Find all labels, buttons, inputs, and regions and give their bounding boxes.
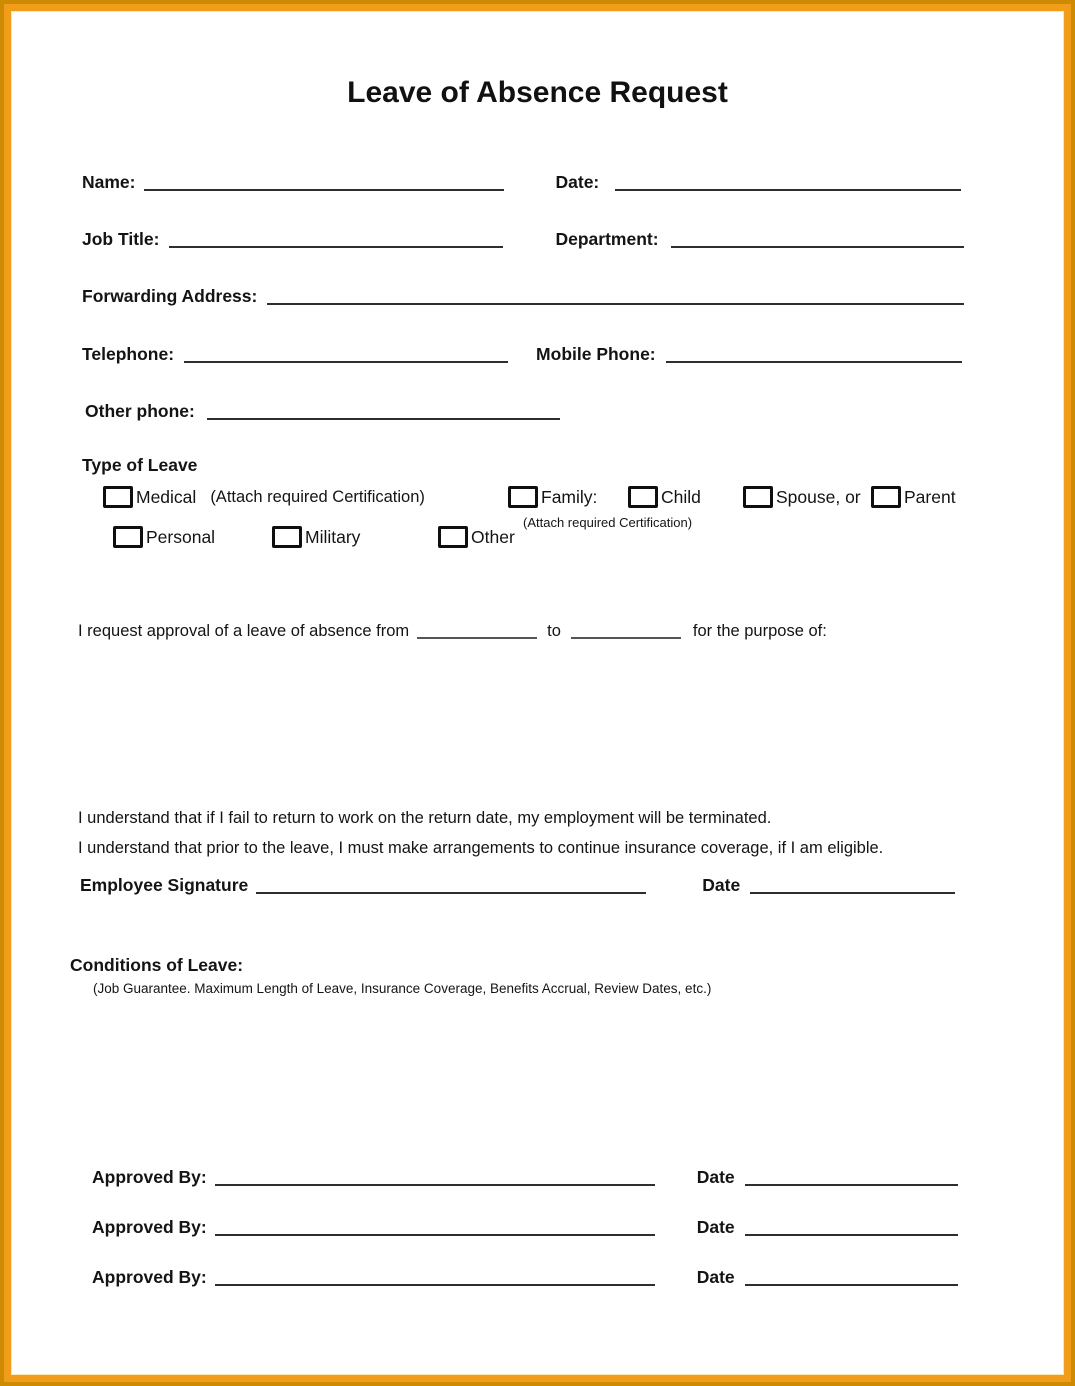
approval-row-2 bbox=[92, 1217, 958, 1238]
spouse-option bbox=[743, 486, 861, 508]
other-phone-field-line[interactable] bbox=[207, 417, 560, 420]
approval-row-3 bbox=[92, 1267, 958, 1288]
name-field-line[interactable] bbox=[144, 188, 504, 191]
other-option bbox=[438, 526, 515, 548]
family-note: (Attach required Certification) bbox=[523, 515, 693, 530]
military-label: Military bbox=[305, 526, 361, 547]
department-label: Department: bbox=[555, 229, 659, 249]
personal-label: Personal bbox=[146, 526, 216, 547]
family-option bbox=[508, 486, 597, 508]
request-suffix-text: for the purpose of: bbox=[692, 622, 827, 640]
approval-date-line-1[interactable] bbox=[745, 1183, 958, 1186]
date-label: Date: bbox=[555, 172, 600, 192]
request-prefix-text: I request approval of a leave of absence from bbox=[78, 622, 410, 640]
job-title-label: Job Title: bbox=[82, 229, 160, 249]
approval-date-line-3[interactable] bbox=[745, 1283, 958, 1286]
page-border-inner bbox=[4, 4, 1071, 1382]
name-label: Name: bbox=[82, 172, 136, 192]
military-option bbox=[272, 526, 360, 548]
signature-date-label: Date bbox=[702, 875, 741, 895]
employee-signature-label: Employee Signature bbox=[80, 875, 249, 895]
employee-signature-row bbox=[80, 875, 955, 896]
type-of-leave-heading: Type of Leave bbox=[82, 455, 198, 475]
approved-by-line-1[interactable] bbox=[215, 1183, 655, 1186]
mobile-phone-label: Mobile Phone: bbox=[536, 344, 656, 364]
family-label: Family: bbox=[541, 486, 598, 507]
forwarding-address-row bbox=[82, 286, 964, 307]
parent-option bbox=[871, 486, 956, 508]
telephone-field-line[interactable] bbox=[184, 360, 508, 363]
employee-signature-line[interactable] bbox=[256, 891, 646, 894]
approved-by-line-2[interactable] bbox=[215, 1233, 655, 1236]
conditions-note: (Job Guarantee. Maximum Length of Leave, Insurance Coverage, Benefits Accrual, Review Dates, etc.) bbox=[93, 981, 712, 996]
form-title: Leave of Absence Request bbox=[347, 76, 728, 109]
conditions-heading: Conditions of Leave: bbox=[70, 955, 244, 975]
mobile-phone-field-line[interactable] bbox=[666, 360, 962, 363]
parent-label: Parent bbox=[904, 486, 956, 507]
medical-label: Medical bbox=[136, 486, 197, 507]
statement-insurance: I understand that prior to the leave, I must make arrangements to continue insurance coverage, if I am eligible. bbox=[78, 839, 884, 857]
military-checkbox[interactable] bbox=[272, 526, 302, 548]
child-option bbox=[628, 486, 701, 508]
parent-checkbox[interactable] bbox=[871, 486, 901, 508]
child-label: Child bbox=[661, 486, 701, 507]
job-title-department-row bbox=[82, 229, 964, 250]
personal-option bbox=[113, 526, 215, 548]
approval-date-label-1: Date bbox=[696, 1167, 735, 1187]
request-approval-row bbox=[78, 622, 827, 641]
signature-date-line[interactable] bbox=[750, 891, 955, 894]
request-connector-text: to bbox=[547, 622, 561, 640]
leave-from-date-line[interactable] bbox=[417, 636, 537, 639]
job-title-field-line[interactable] bbox=[169, 245, 503, 248]
approved-by-label-2: Approved By: bbox=[92, 1217, 207, 1237]
approval-date-label-3: Date bbox=[696, 1267, 735, 1287]
medical-note: (Attach required Certification) bbox=[210, 487, 425, 506]
spouse-checkbox[interactable] bbox=[743, 486, 773, 508]
name-date-row bbox=[82, 172, 961, 193]
personal-checkbox[interactable] bbox=[113, 526, 143, 548]
telephone-label: Telephone: bbox=[82, 344, 175, 364]
leave-of-absence-form bbox=[11, 11, 1064, 1375]
approved-by-line-3[interactable] bbox=[215, 1283, 655, 1286]
medical-checkbox[interactable] bbox=[103, 486, 133, 508]
approval-date-label-2: Date bbox=[696, 1217, 735, 1237]
other-phone-row bbox=[85, 401, 560, 422]
other-phone-label: Other phone: bbox=[85, 401, 195, 421]
approval-row-1 bbox=[92, 1167, 958, 1188]
telephone-row bbox=[82, 344, 962, 365]
forwarding-address-field-line[interactable] bbox=[267, 302, 964, 305]
other-label: Other bbox=[471, 526, 515, 547]
forwarding-address-label: Forwarding Address: bbox=[82, 286, 258, 306]
statement-return-date: I understand that if I fail to return to work on the return date, my employment will be terminated. bbox=[78, 809, 772, 827]
approval-date-line-2[interactable] bbox=[745, 1233, 958, 1236]
spouse-label: Spouse, or bbox=[776, 486, 861, 507]
department-field-line[interactable] bbox=[671, 245, 964, 248]
family-checkbox[interactable] bbox=[508, 486, 538, 508]
approved-by-label-1: Approved By: bbox=[92, 1167, 207, 1187]
leave-to-date-line[interactable] bbox=[571, 636, 681, 639]
child-checkbox[interactable] bbox=[628, 486, 658, 508]
date-field-line[interactable] bbox=[615, 188, 961, 191]
medical-option bbox=[103, 486, 425, 508]
other-checkbox[interactable] bbox=[438, 526, 468, 548]
approved-by-label-3: Approved By: bbox=[92, 1267, 207, 1287]
